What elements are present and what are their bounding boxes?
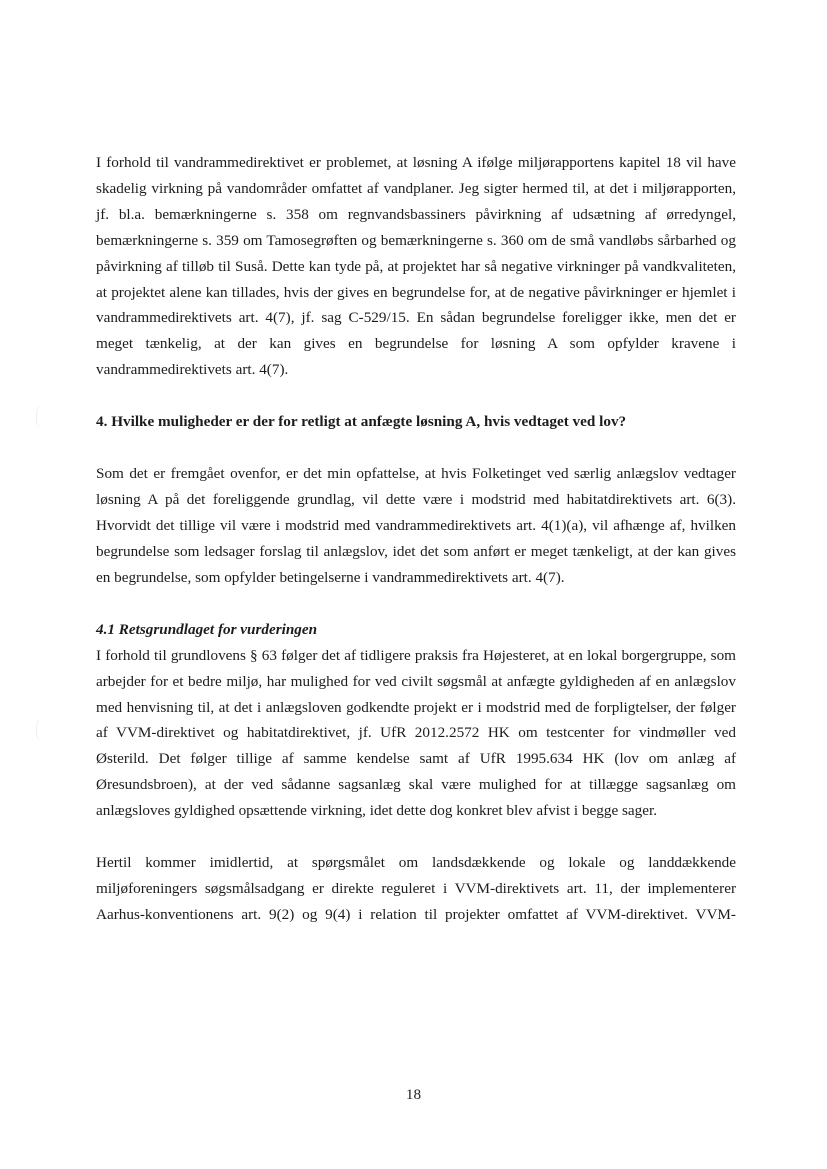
paragraph-section-4: Som det er fremgået ovenfor, er det min opfattelse, at hvis Folketinget ved særlig anlægslov vedtager løsning A på det foreliggende grundlag, vil dette være i modstrid med habitatdirektivets art. 6(3). Hvorvidt det tillige vil være i modstrid med vandrammedirektivets art. 4(1)(a), vil afhænge af, hvilken begrundelse som ledsager forslag til anlægslov, idet det som anført er meget tænkeligt, at der kan gives en begrundelse, som opfylder betingelserne i vandrammedirektivets art. 4(7). <box>96 465 736 586</box>
paragraph-standing: Hertil kommer imidlertid, at spørgsmålet om landsdækkende og lokale og landdækkende miljøforeningers søgsmålsadgang er direkte reguleret i VVM-direktivets art. 11, der implementerer Aarhus-konventionens art. 9(2) og 9(4) i relation til projekter omfattet af VVM-direktivet. VVM- <box>96 854 736 923</box>
document-page <box>96 150 736 928</box>
page-number: 18 <box>405 1086 422 1103</box>
section-heading-4: 4. Hvilke muligheder er der for retligt at anfægte løsning A, hvis vedtaget ved lov? <box>96 413 627 431</box>
scan-hole-mark-lower <box>36 717 47 743</box>
paragraph-water-framework: I forhold til vandrammedirektivet er problemet, at løsning A ifølge miljørapportens kapitel 18 vil have skadelig virkning på vandområder omfattet af vandplaner. Jeg sigter hermed til, at det i miljørapporten, jf. bl.a. bemærkningerne s. 358 om regnvandsbassiners påvirkning af udsætning af ørredyngel, bemærkningerne s. 359 om Tamosegrøften og bemærkningerne s. 360 om de små vandløbs sårbarhed og påvirkning af tilløb til Suså. Dette kan tyde på, at projektet har så negative virkninger på vandkvaliteten, at projektet alene kan tillades, hvis der gives en begrundelse for, at de negative påvirkninger er hjemlet i vandrammedirektivets art. 4(7), jf. sag C-529/15. En sådan begrundelse foreligger ikke, men det er meget tænkelig, at der kan gives en begrundelse for løsning A som opfylder kravene i vandrammedirektivets art. 4(7). <box>96 154 736 379</box>
scan-hole-mark-upper <box>36 404 47 430</box>
section-heading-4-1: 4.1 Retsgrundlaget for vurderingen <box>96 620 318 638</box>
paragraph-legal-basis: I forhold til grundlovens § 63 følger det af tidligere praksis fra Højesteret, at en lokal borgergruppe, som arbejder for et bedre miljø, har mulighed for ved civilt søgsmål at anfægte gyldigheden af en anlægslov med henvisning til, at det i anlægsloven godkendte projekt er i modstrid med de forpligtelser, der følger af VVM-direktivet og habitatdirektivet, jf. UfR 2012.2572 HK om testcenter for vindmøller ved Østerild. Det følger tillige af samme kendelse samt af UfR 1995.634 HK (lov om anlæg af Øresundsbroen), at der ved sådanne sagsanlæg skal være mulighed for at tillægge sagsanlæg om anlægsloves gyldighed opsættende virkning, idet dette dog konkret blev afvist i begge sager. <box>96 646 736 820</box>
